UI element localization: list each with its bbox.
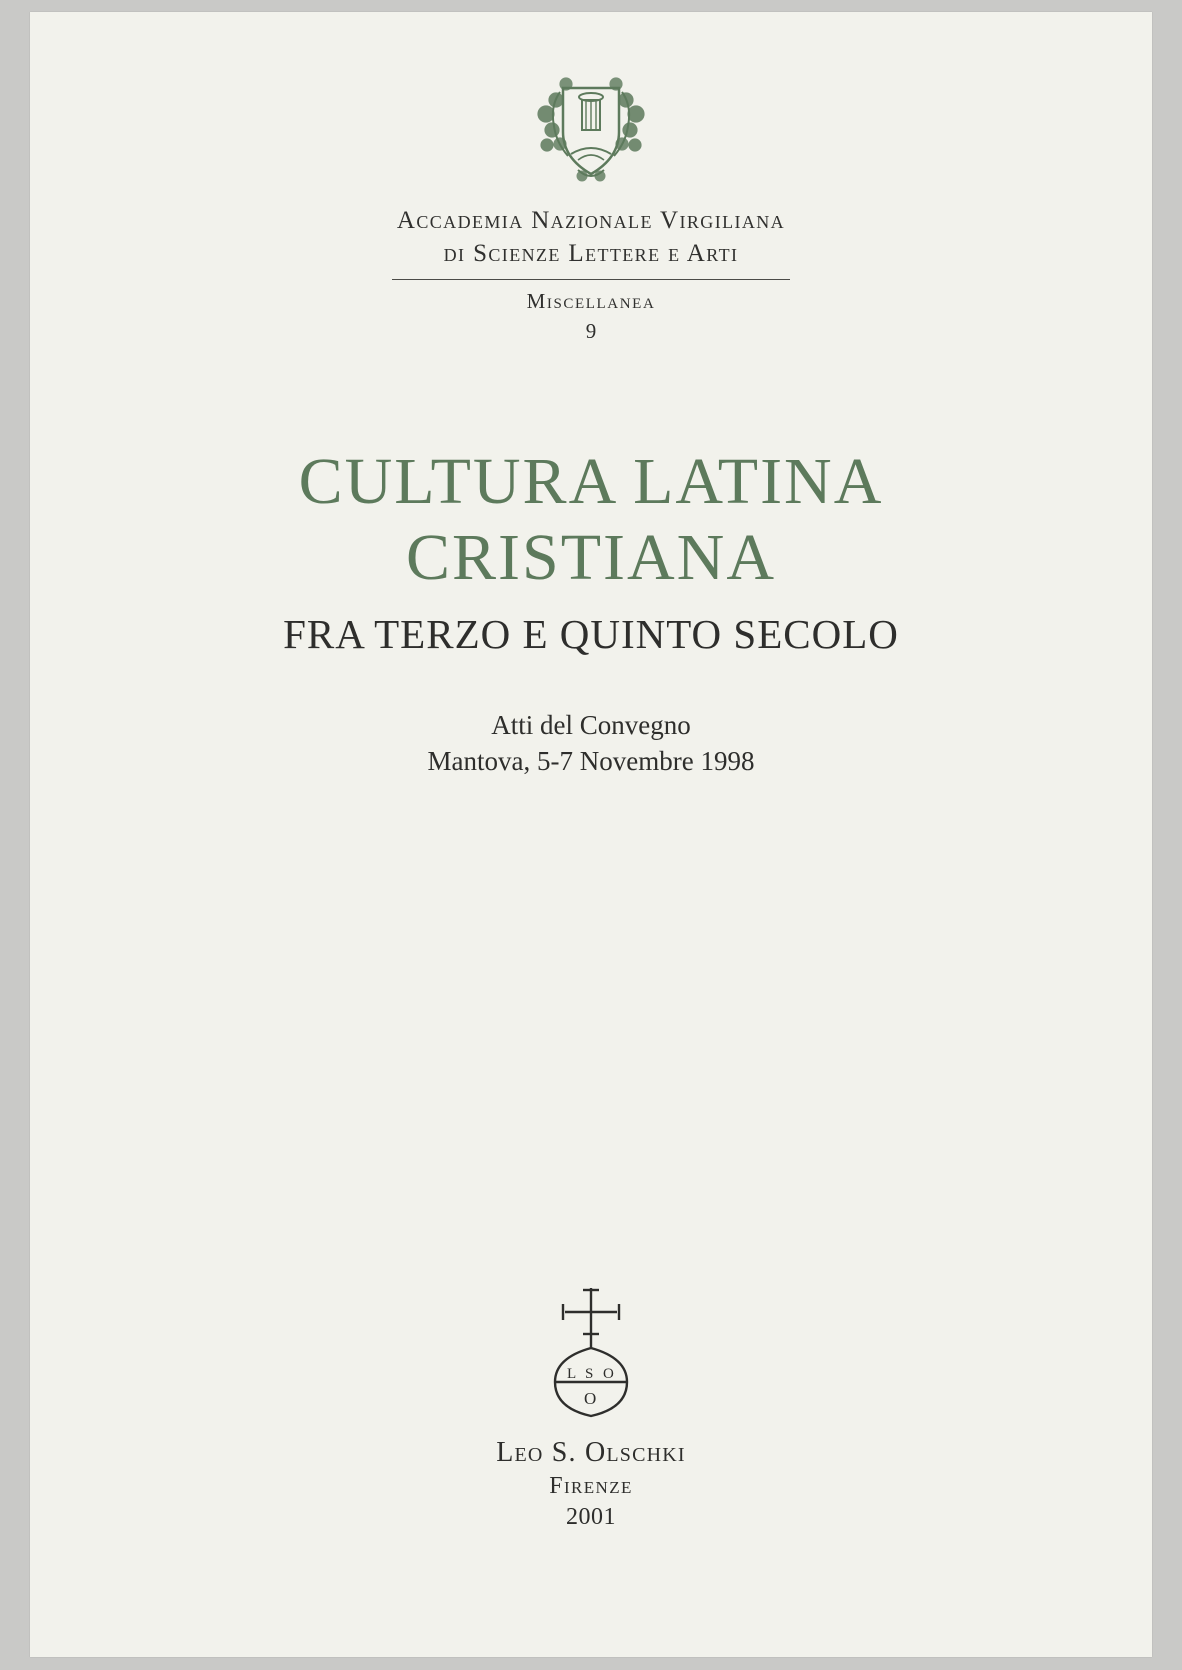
- publisher-block: [30, 1282, 1152, 1531]
- title-block: [30, 444, 1152, 658]
- svg-text:O: O: [584, 1389, 597, 1408]
- conference-line1: Atti del Convegno: [491, 710, 691, 740]
- book-title-line2: CRISTIANA: [405, 521, 776, 594]
- academy-heading: [30, 204, 1152, 344]
- book-cover-page: [30, 12, 1152, 1657]
- coat-of-arms-crest-icon: [516, 70, 666, 192]
- publisher-name: Leo S. Olschki: [496, 1437, 686, 1468]
- academy-name-line1: Accademia Nazionale Virgiliana: [396, 207, 786, 234]
- svg-text:S: S: [585, 1366, 594, 1382]
- book-title-line1: CULTURA LATINA: [298, 445, 884, 518]
- svg-text:L: L: [567, 1366, 577, 1382]
- series-number: 9: [585, 319, 597, 343]
- publisher-city: Firenze: [549, 1473, 633, 1499]
- book-subtitle: FRA TERZO E QUINTO SECOLO: [283, 611, 899, 657]
- academy-name-line2: di Scienze Lettere e Arti: [443, 240, 739, 267]
- series-label: Miscellanea: [526, 289, 656, 313]
- publication-year: 2001: [566, 1504, 616, 1530]
- heading-divider: [392, 279, 790, 280]
- academy-crest: [30, 70, 1152, 192]
- olschki-cross-monogram-icon: [537, 1282, 645, 1422]
- conference-info: [30, 707, 1152, 779]
- svg-text:O: O: [603, 1366, 614, 1382]
- conference-line2: Mantova, 5-7 Novembre 1998: [427, 746, 755, 776]
